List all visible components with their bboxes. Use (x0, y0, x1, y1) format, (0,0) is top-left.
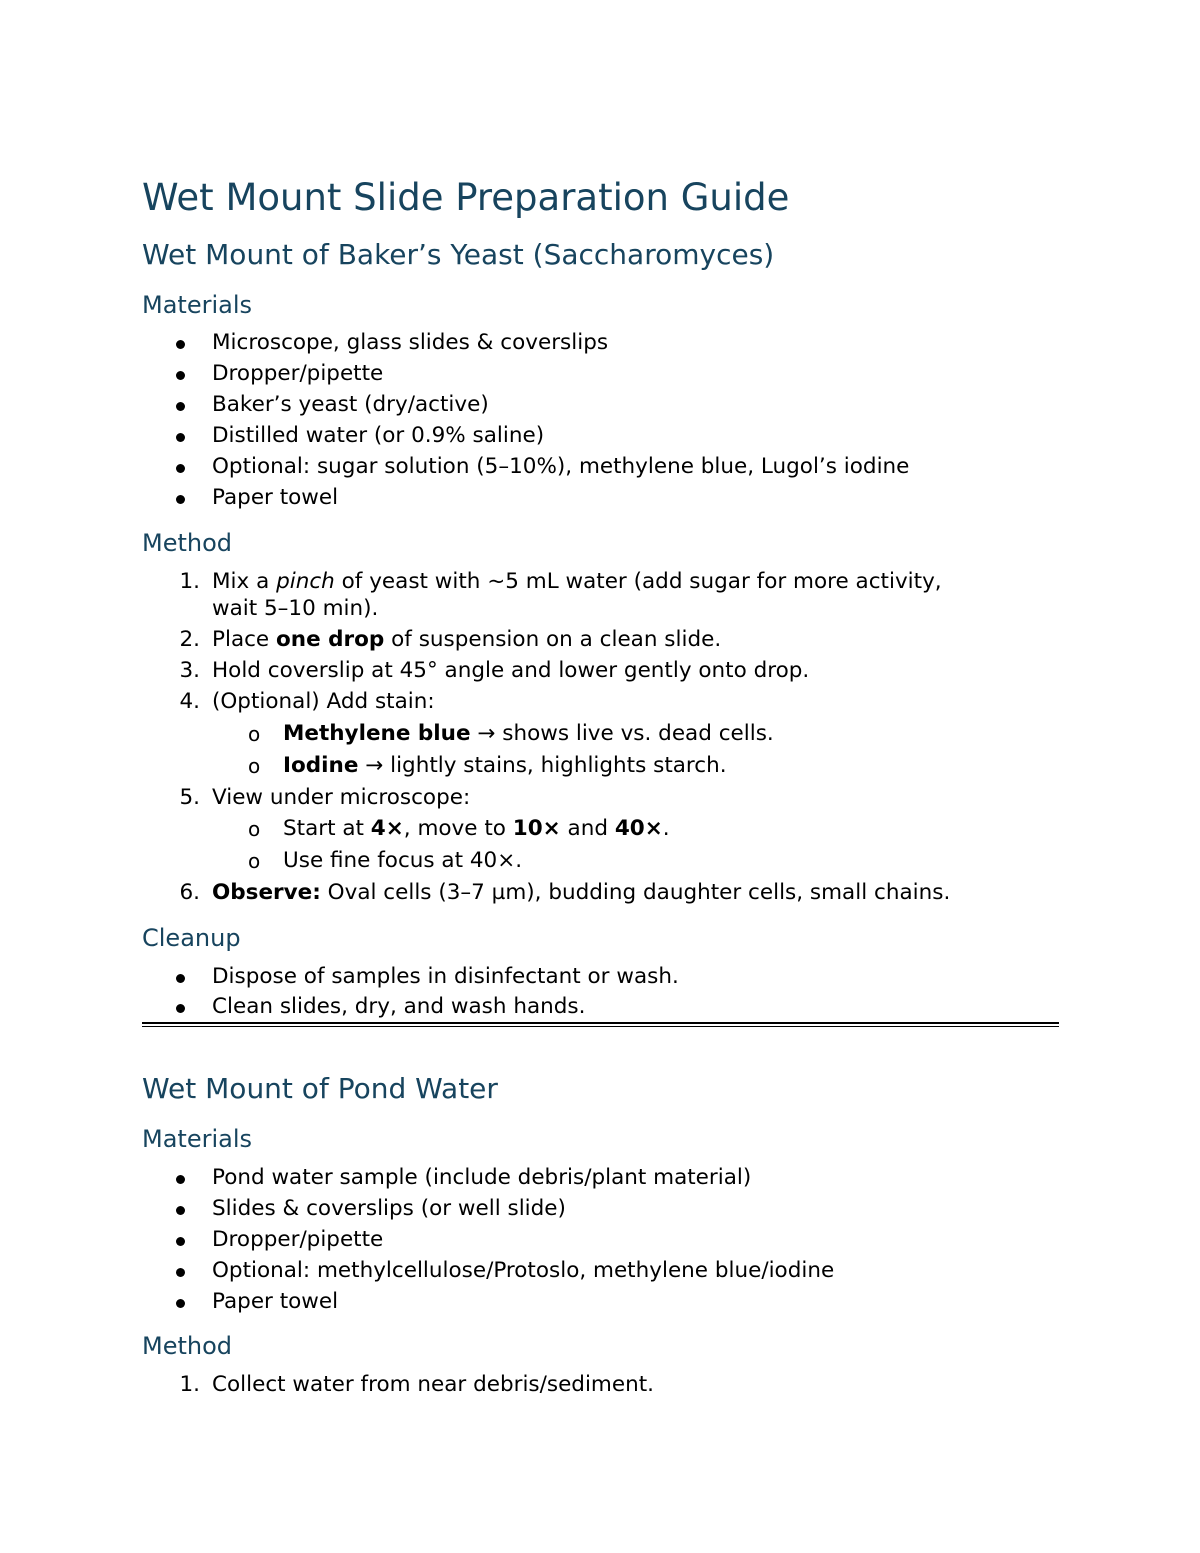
method-step-4: (Optional) Add stain: (212, 689, 435, 714)
step-number: 5. (179, 785, 200, 810)
list-item: Distilled water (or 0.9% saline) (212, 423, 545, 448)
step-number: 6. (179, 880, 200, 905)
yeast-cleanup-heading: Cleanup (142, 924, 241, 952)
section-divider (142, 1026, 1059, 1027)
method-step-5: View under microscope: (212, 785, 471, 810)
list-item: Clean slides, dry, and wash hands. (212, 994, 586, 1019)
list-item: Baker’s yeast (dry/active) (212, 392, 489, 417)
bullet-icon (176, 433, 185, 442)
sub-bullet-icon: o (248, 754, 261, 778)
method-step-1: Collect water from near debris/sediment. (212, 1372, 654, 1397)
list-item: Paper towel (212, 485, 339, 510)
step-number: 1. (179, 569, 200, 594)
bullet-icon (176, 1268, 185, 1277)
list-item: Dispose of samples in disinfectant or wash. (212, 964, 679, 989)
list-item: Optional: methylcellulose/Protoslo, methylene blue/iodine (212, 1258, 835, 1283)
method-step-3: Hold coverslip at 45° angle and lower gently onto drop. (212, 658, 810, 683)
yeast-section-heading: Wet Mount of Baker’s Yeast (Saccharomyces) (142, 238, 775, 271)
bullet-icon (176, 402, 185, 411)
method-step-5b: Use fine focus at 40×. (283, 848, 523, 873)
list-item: Dropper/pipette (212, 1227, 384, 1252)
bullet-icon (176, 495, 185, 504)
pond-method-heading: Method (142, 1332, 233, 1360)
method-step-1: Mix a pinch of yeast with ~5 mL water (add sugar for more activity, (212, 569, 942, 594)
bullet-icon (176, 1004, 185, 1013)
list-item: Dropper/pipette (212, 361, 384, 386)
method-step-4a: Methylene blue → shows live vs. dead cells. (283, 721, 774, 746)
bullet-icon (176, 1206, 185, 1215)
yeast-materials-heading: Materials (142, 291, 253, 319)
sub-bullet-icon: o (248, 849, 261, 873)
sub-bullet-icon: o (248, 817, 261, 841)
bullet-icon (176, 974, 185, 983)
step-number: 4. (179, 689, 200, 714)
section-divider (142, 1022, 1059, 1024)
bullet-icon (176, 1237, 185, 1246)
list-item: Paper towel (212, 1289, 339, 1314)
list-item: Pond water sample (include debris/plant material) (212, 1165, 752, 1190)
method-step-6: Observe: Oval cells (3–7 µm), budding daughter cells, small chains. (212, 880, 951, 905)
method-step-1-continued: wait 5–10 min). (212, 596, 379, 621)
document-title: Wet Mount Slide Preparation Guide (142, 176, 790, 219)
method-step-5a: Start at 4×, move to 10× and 40×. (283, 816, 670, 841)
bullet-icon (176, 371, 185, 380)
step-number: 3. (179, 658, 200, 683)
pond-section-heading: Wet Mount of Pond Water (142, 1072, 498, 1105)
sub-bullet-icon: o (248, 722, 261, 746)
yeast-method-heading: Method (142, 529, 233, 557)
list-item: Optional: sugar solution (5–10%), methylene blue, Lugol’s iodine (212, 454, 910, 479)
bullet-icon (176, 340, 185, 349)
step-number: 1. (179, 1372, 200, 1397)
bullet-icon (176, 464, 185, 473)
pond-materials-heading: Materials (142, 1125, 253, 1153)
method-step-2: Place one drop of suspension on a clean slide. (212, 627, 722, 652)
bullet-icon (176, 1299, 185, 1308)
bullet-icon (176, 1175, 185, 1184)
list-item: Microscope, glass slides & coverslips (212, 330, 609, 355)
list-item: Slides & coverslips (or well slide) (212, 1196, 566, 1221)
method-step-4b: Iodine → lightly stains, highlights starch. (283, 753, 727, 778)
step-number: 2. (179, 627, 200, 652)
